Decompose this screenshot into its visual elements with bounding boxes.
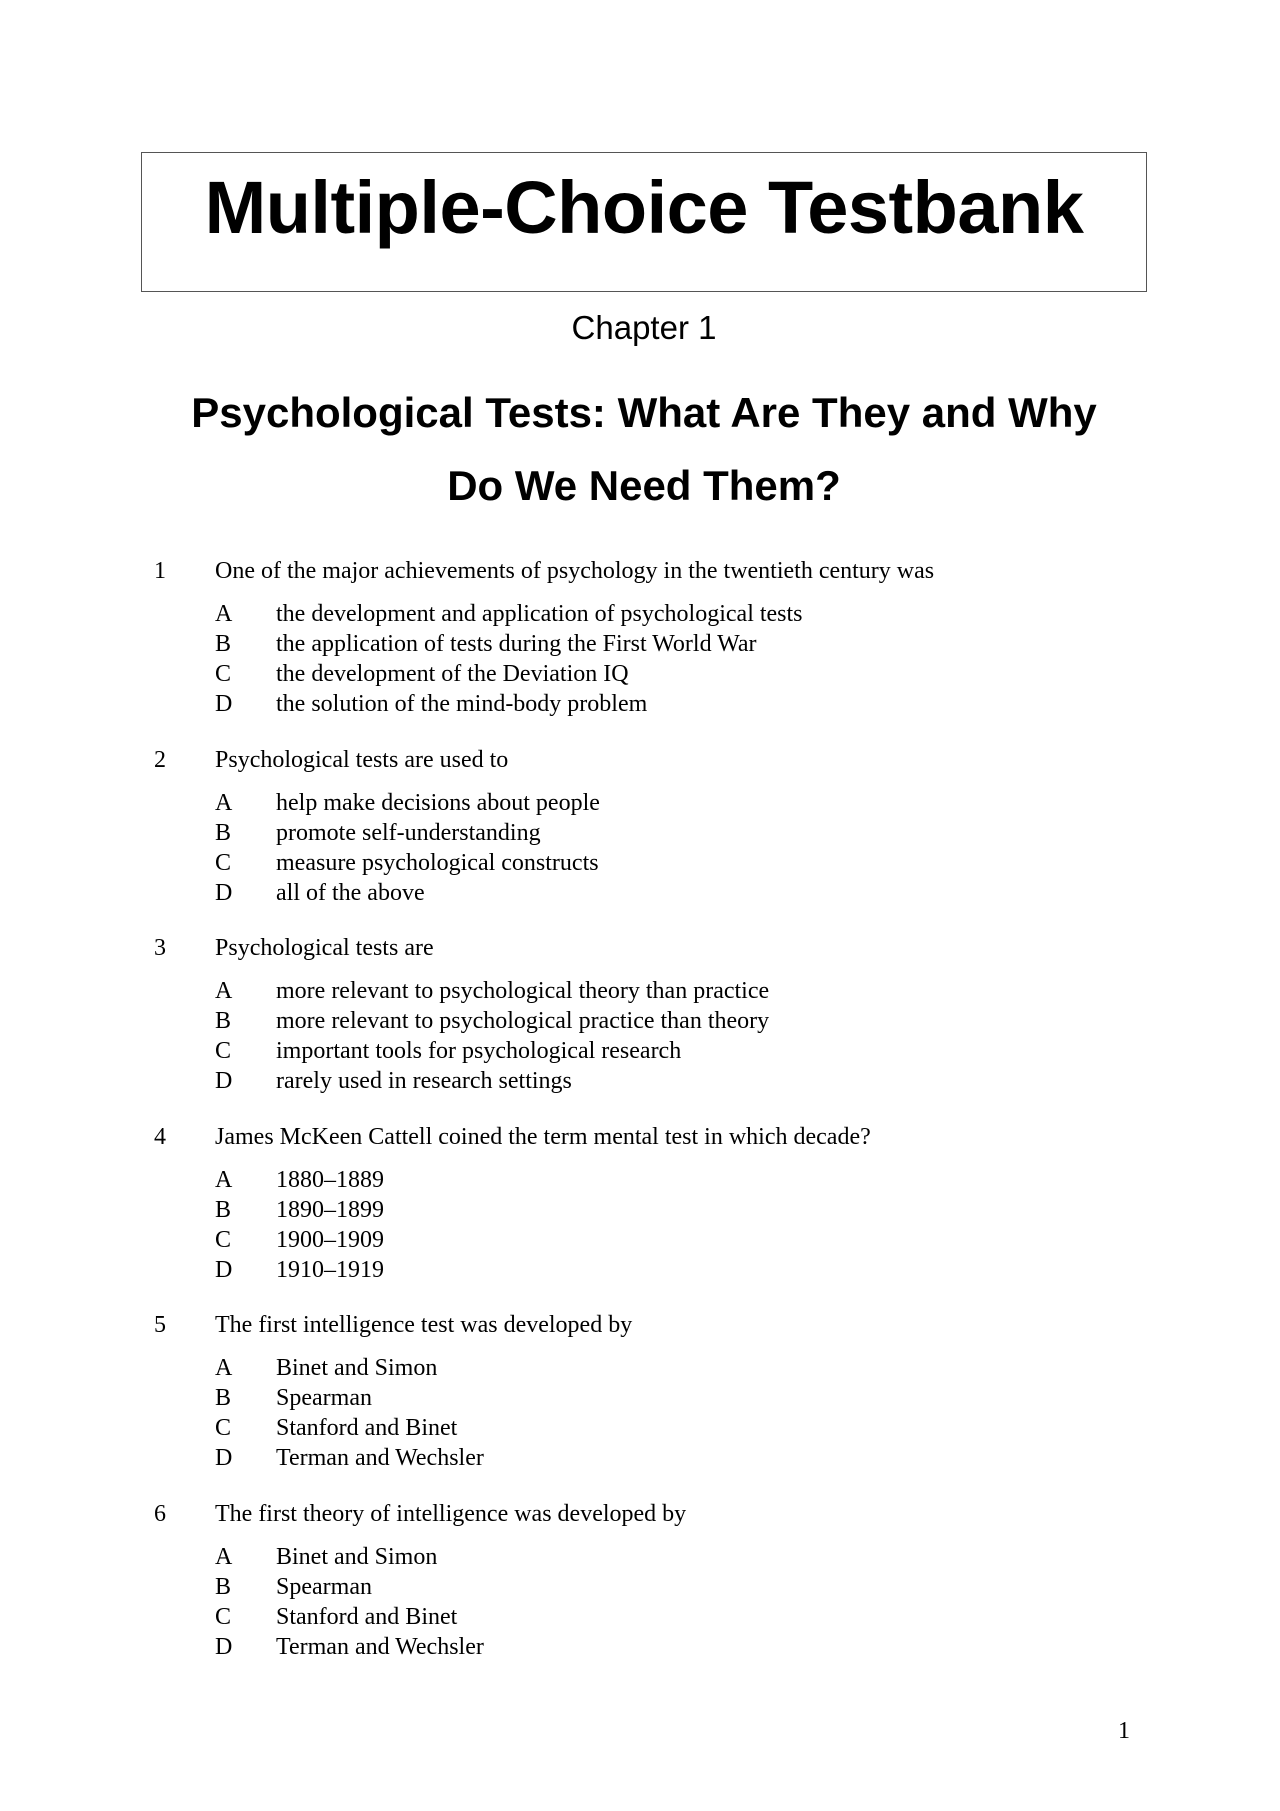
option-letter: C bbox=[215, 1415, 232, 1441]
question-text: The first theory of intelligence was developed by bbox=[215, 1500, 687, 1527]
document-title: Multiple-Choice Testbank bbox=[204, 166, 1084, 249]
question-stem bbox=[0, 1310, 1280, 1340]
option-list bbox=[0, 1542, 1280, 1662]
option-text: rarely used in research settings bbox=[276, 1068, 572, 1094]
answer-option bbox=[0, 818, 1280, 848]
question-item bbox=[0, 745, 1280, 934]
answer-option bbox=[0, 599, 1280, 629]
option-text: 1880–1889 bbox=[276, 1166, 384, 1193]
question-stem bbox=[0, 1122, 1280, 1152]
question-text: James McKeen Cattell coined the term mental test in which decade? bbox=[215, 1123, 871, 1150]
question-list bbox=[0, 556, 1280, 1687]
option-text: 1910–1919 bbox=[276, 1256, 384, 1283]
question-item bbox=[0, 1310, 1280, 1499]
question-item bbox=[0, 933, 1280, 1122]
option-text: 1900–1909 bbox=[276, 1226, 384, 1253]
option-text: promote self-understanding bbox=[276, 819, 541, 846]
answer-option bbox=[0, 1165, 1280, 1195]
answer-option bbox=[0, 788, 1280, 818]
answer-option bbox=[0, 1036, 1280, 1066]
chapter-title bbox=[141, 376, 1147, 522]
question-item bbox=[0, 1122, 1280, 1311]
option-text: the development of the Deviation IQ bbox=[276, 661, 629, 687]
option-text: Terman and Wechsler bbox=[276, 1633, 484, 1660]
option-letter: D bbox=[215, 691, 233, 717]
question-stem bbox=[0, 745, 1280, 775]
answer-option bbox=[0, 1255, 1280, 1285]
option-letter: D bbox=[215, 1068, 233, 1094]
option-text: more relevant to psychological practice than theory bbox=[276, 1008, 770, 1034]
option-letter: C bbox=[215, 661, 232, 687]
answer-option bbox=[0, 848, 1280, 878]
question-number: 3 bbox=[154, 935, 166, 961]
question-text: Psychological tests are bbox=[215, 935, 434, 961]
answer-option bbox=[0, 1542, 1280, 1572]
option-text: Stanford and Binet bbox=[276, 1603, 458, 1630]
option-letter: A bbox=[215, 978, 233, 1004]
option-text: Stanford and Binet bbox=[276, 1415, 458, 1441]
answer-option bbox=[0, 1195, 1280, 1225]
title-box bbox=[141, 152, 1147, 292]
answer-option bbox=[0, 1066, 1280, 1096]
option-text: Binet and Simon bbox=[276, 1355, 438, 1381]
option-text: the application of tests during the First World War bbox=[276, 631, 757, 657]
answer-option bbox=[0, 1383, 1280, 1413]
question-text: One of the major achievements of psychology in the twentieth century was bbox=[215, 558, 935, 584]
answer-option bbox=[0, 1632, 1280, 1662]
option-text: Spearman bbox=[276, 1385, 372, 1411]
question-number: 4 bbox=[154, 1123, 166, 1150]
option-letter: B bbox=[215, 1196, 232, 1223]
option-letter: C bbox=[215, 1603, 232, 1630]
option-letter: D bbox=[215, 1633, 233, 1660]
question-number: 1 bbox=[154, 558, 166, 584]
question-item bbox=[0, 556, 1280, 745]
option-list bbox=[0, 1165, 1280, 1285]
question-text: The first intelligence test was developed by bbox=[215, 1312, 633, 1338]
option-text: Binet and Simon bbox=[276, 1543, 438, 1570]
page-number: 1 bbox=[1118, 1718, 1130, 1744]
option-letter: C bbox=[215, 1038, 232, 1064]
option-text: Terman and Wechsler bbox=[276, 1445, 484, 1471]
question-stem bbox=[0, 556, 1280, 586]
option-letter: A bbox=[215, 601, 233, 627]
question-number: 2 bbox=[154, 746, 166, 773]
option-letter: B bbox=[215, 1573, 232, 1600]
option-letter: C bbox=[215, 1226, 232, 1253]
option-letter: A bbox=[215, 789, 233, 816]
option-letter: B bbox=[215, 819, 232, 846]
option-text: more relevant to psychological theory than practice bbox=[276, 978, 770, 1004]
answer-option bbox=[0, 878, 1280, 908]
option-letter: D bbox=[215, 1256, 233, 1283]
answer-option bbox=[0, 1602, 1280, 1632]
question-stem bbox=[0, 933, 1280, 963]
option-text: Spearman bbox=[276, 1573, 372, 1600]
option-letter: B bbox=[215, 1385, 232, 1411]
option-list bbox=[0, 599, 1280, 719]
answer-option bbox=[0, 976, 1280, 1006]
answer-option bbox=[0, 1572, 1280, 1602]
option-list bbox=[0, 1353, 1280, 1473]
option-text: the development and application of psychological tests bbox=[276, 601, 803, 627]
answer-option bbox=[0, 1225, 1280, 1255]
option-text: important tools for psychological research bbox=[276, 1038, 682, 1064]
option-letter: B bbox=[215, 1008, 232, 1034]
option-letter: B bbox=[215, 631, 232, 657]
option-text: the solution of the mind-body problem bbox=[276, 691, 648, 717]
answer-option bbox=[0, 1353, 1280, 1383]
option-list bbox=[0, 788, 1280, 908]
question-number: 5 bbox=[154, 1312, 166, 1338]
answer-option bbox=[0, 1006, 1280, 1036]
chapter-title-line-2: Do We Need Them? bbox=[447, 462, 841, 509]
answer-option bbox=[0, 629, 1280, 659]
option-text: 1890–1899 bbox=[276, 1196, 384, 1223]
answer-option bbox=[0, 689, 1280, 719]
answer-option bbox=[0, 1443, 1280, 1473]
option-text: measure psychological constructs bbox=[276, 849, 599, 876]
question-item bbox=[0, 1499, 1280, 1688]
option-letter: D bbox=[215, 1445, 233, 1471]
option-text: all of the above bbox=[276, 879, 425, 906]
question-number: 6 bbox=[154, 1500, 166, 1527]
chapter-label: Chapter 1 bbox=[571, 309, 717, 346]
option-letter: D bbox=[215, 879, 233, 906]
chapter-title-line-1: Psychological Tests: What Are They and Why bbox=[191, 389, 1097, 436]
option-list bbox=[0, 976, 1280, 1096]
question-text: Psychological tests are used to bbox=[215, 746, 509, 773]
option-text: help make decisions about people bbox=[276, 789, 600, 816]
option-letter: A bbox=[215, 1543, 233, 1570]
question-stem bbox=[0, 1499, 1280, 1529]
option-letter: C bbox=[215, 849, 232, 876]
option-letter: A bbox=[215, 1355, 233, 1381]
option-letter: A bbox=[215, 1166, 233, 1193]
answer-option bbox=[0, 1413, 1280, 1443]
answer-option bbox=[0, 659, 1280, 689]
